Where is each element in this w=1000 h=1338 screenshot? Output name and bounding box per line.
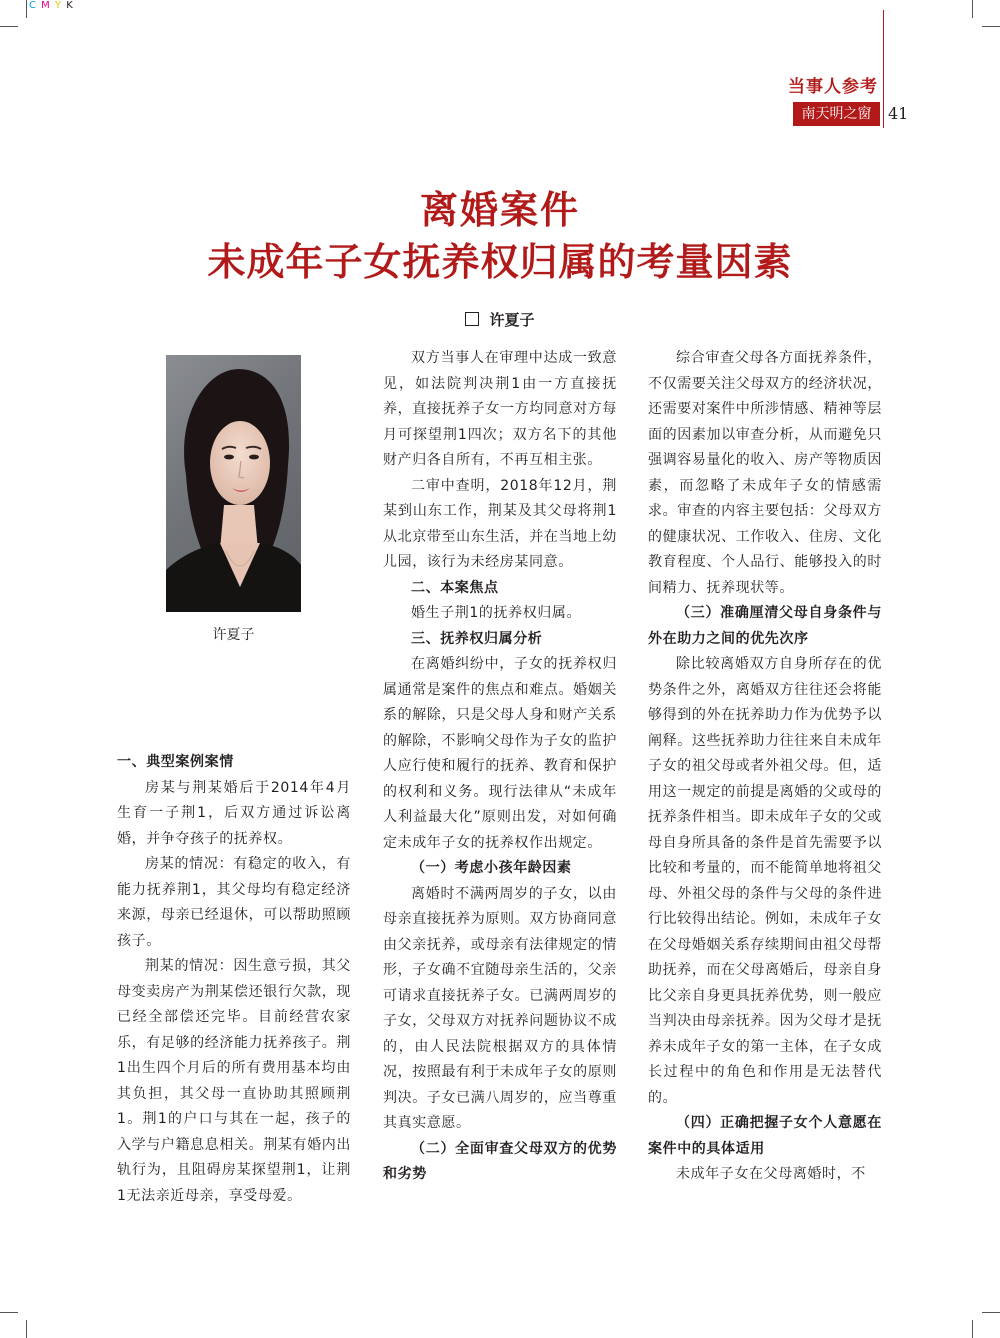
crop-mark-top-left-v <box>26 0 27 18</box>
paragraph: 除比较离婚双方自身所存在的优势条件之外，离婚双方往往还会将能够得到的外在抚养助力作为优势予以阐释。这些抚养助力往往来自未成年子女的祖父母或者外祖父母。但，适用这一规定的前提是离婚的父或母的抚养条件相当。即未成年子女的父或母自身所具备的条件是首先需要予以比较和考量的，而不能简单地将祖父母、外祖父母的条件与父母的条件进行比较得出结论。例如，未成年子女在父母婚姻关系存续期间由祖父母帮助抚养，而在父母离婚后，母亲自身比父亲自身更具抚养优势，则一般应当判决由母亲抚养。因为父母才是抚养未成年子女的第一主体，在子女成长过程中的角色和作用是无法替代的。 <box>648 656 882 1106</box>
section-heading-1: 一、典型案例案情 <box>117 754 234 770</box>
cmyk-k: K <box>66 0 74 11</box>
subheading-child-wishes: （四）正确把握子女个人意愿在案件中的具体适用 <box>648 1115 882 1157</box>
paragraph: 二审中查明，2018年12月，荆某到山东工作，荆某及其父母将荆1从北京带至山东生活，并在当地上幼儿园，该行为未经房某同意。 <box>383 477 617 570</box>
paragraph: 离婚时不满两周岁的子女，以由母亲直接抚养为原则。双方协商同意由父亲抚养，或母亲有法律规定的情形，子女确不宜随母亲生活的，父亲可请求直接抚养子女。已满两周岁的子女，父母双方对抚养问题协议不成的，由人民法院根据双方的具体情况，按照最有利于未成年子女的原则判决。子女已满八周岁的，应当尊重其真实意愿。 <box>383 885 617 1131</box>
crop-mark-bottom-right-v <box>972 1320 973 1338</box>
section-heading-2: 二、本案焦点 <box>411 579 499 596</box>
portrait-illustration <box>166 355 301 612</box>
crop-mark-top-right-v <box>972 0 973 18</box>
paragraph: 房某与荆某婚后于2014年4月生育一子荆1，后双方通过诉讼离婚，并争夺孩子的抚养权。 <box>117 779 351 847</box>
author-byline <box>0 308 1000 332</box>
paragraph: 未成年子女在父母离婚时，不 <box>676 1166 866 1182</box>
column-name-badge: 南天明之窗 <box>793 102 880 126</box>
crop-mark-bottom-left-h <box>0 1312 18 1313</box>
article-title-line1: 离婚案件 <box>419 188 580 232</box>
crop-mark-bottom-right-h <box>982 1312 1000 1313</box>
cmyk-m: M <box>41 0 51 11</box>
author-name: 许夏子 <box>489 311 535 329</box>
crop-mark-bottom-left-v <box>26 1320 27 1338</box>
crop-mark-top-left-h <box>0 26 18 27</box>
subheading-priority-order: （三）准确厘清父母自身条件与外在助力之间的优先次序 <box>648 605 882 647</box>
subheading-comprehensive-review: （二）全面审查父母双方的优势和劣势 <box>383 1140 617 1182</box>
crop-mark-top-right-h <box>982 26 1000 27</box>
page-number: 41 <box>888 104 909 123</box>
cmyk-y: Y <box>55 0 63 11</box>
text-column-1 <box>117 750 351 1209</box>
cmyk-c: C <box>29 0 37 11</box>
text-column-2 <box>383 346 617 1188</box>
subheading-age: （一）考虑小孩年龄因素 <box>411 860 572 876</box>
paragraph: 综合审查父母各方面抚养条件，不仅需要关注父母双方的经济状况，还需要对案件中所涉情感、精神等层面的因素加以审查分析，从而避免只强调容易量化的收入、房产等物质因素，而忽略了未成年子女的情感需求。审查的内容主要包括：父母双方的健康状况、工作收入、住房、文化教育程度、个人品行、能够投入的时间精力、抚养现状等。 <box>648 350 882 596</box>
paragraph: 双方当事人在审理中达成一致意见，如法院判决荆1由一方直接抚养，直接抚养子女一方均同意对方每月可探望荆1四次；双方名下的其他财产归各自所有，不再互相主张。 <box>383 350 617 468</box>
paragraph: 在离婚纠纷中，子女的抚养权归属通常是案件的焦点和难点。婚姻关系的解除，只是父母人身和财产关系的解除，不影响父母作为子女的监护人应行使和履行的抚养、教育和保护的权利和义务。现行法律从“未成年人利益最大化”原则出发，对如何确定未成年子女的抚养权作出规定。 <box>383 656 617 851</box>
section-heading-3: 三、抚养权归属分析 <box>411 630 543 647</box>
square-bullet-icon <box>465 312 479 326</box>
section-tag: 当事人参考 <box>788 77 878 97</box>
article-title-line2: 未成年子女抚养权归属的考量因素 <box>207 240 793 284</box>
text-column-3 <box>648 346 882 1188</box>
paragraph: 荆某的情况：因生意亏损，其父母变卖房产为荆某偿还银行欠款，现已经全部偿还完毕。目前经营农家乐，有足够的经济能力抚养孩子。荆1出生四个月后的所有费用基本均由其负担，其父母一直协助其照顾荆1。荆1的户口与其在一起，孩子的入学与户籍息息相关。荆某有婚内出轨行为，且阻碍房某探望荆1，让荆1无法亲近母亲，享受母爱。 <box>117 958 351 1204</box>
header-divider <box>883 10 884 128</box>
paragraph: 婚生子荆1的抚养权归属。 <box>411 605 582 621</box>
paragraph: 房某的情况：有稳定的收入，有能力抚养荆1，其父母均有稳定经济来源，母亲已经退休，可以帮助照顾孩子。 <box>117 856 351 949</box>
author-photo <box>166 355 301 612</box>
cmyk-registration-mark <box>29 0 74 12</box>
photo-caption: 许夏子 <box>212 627 255 643</box>
